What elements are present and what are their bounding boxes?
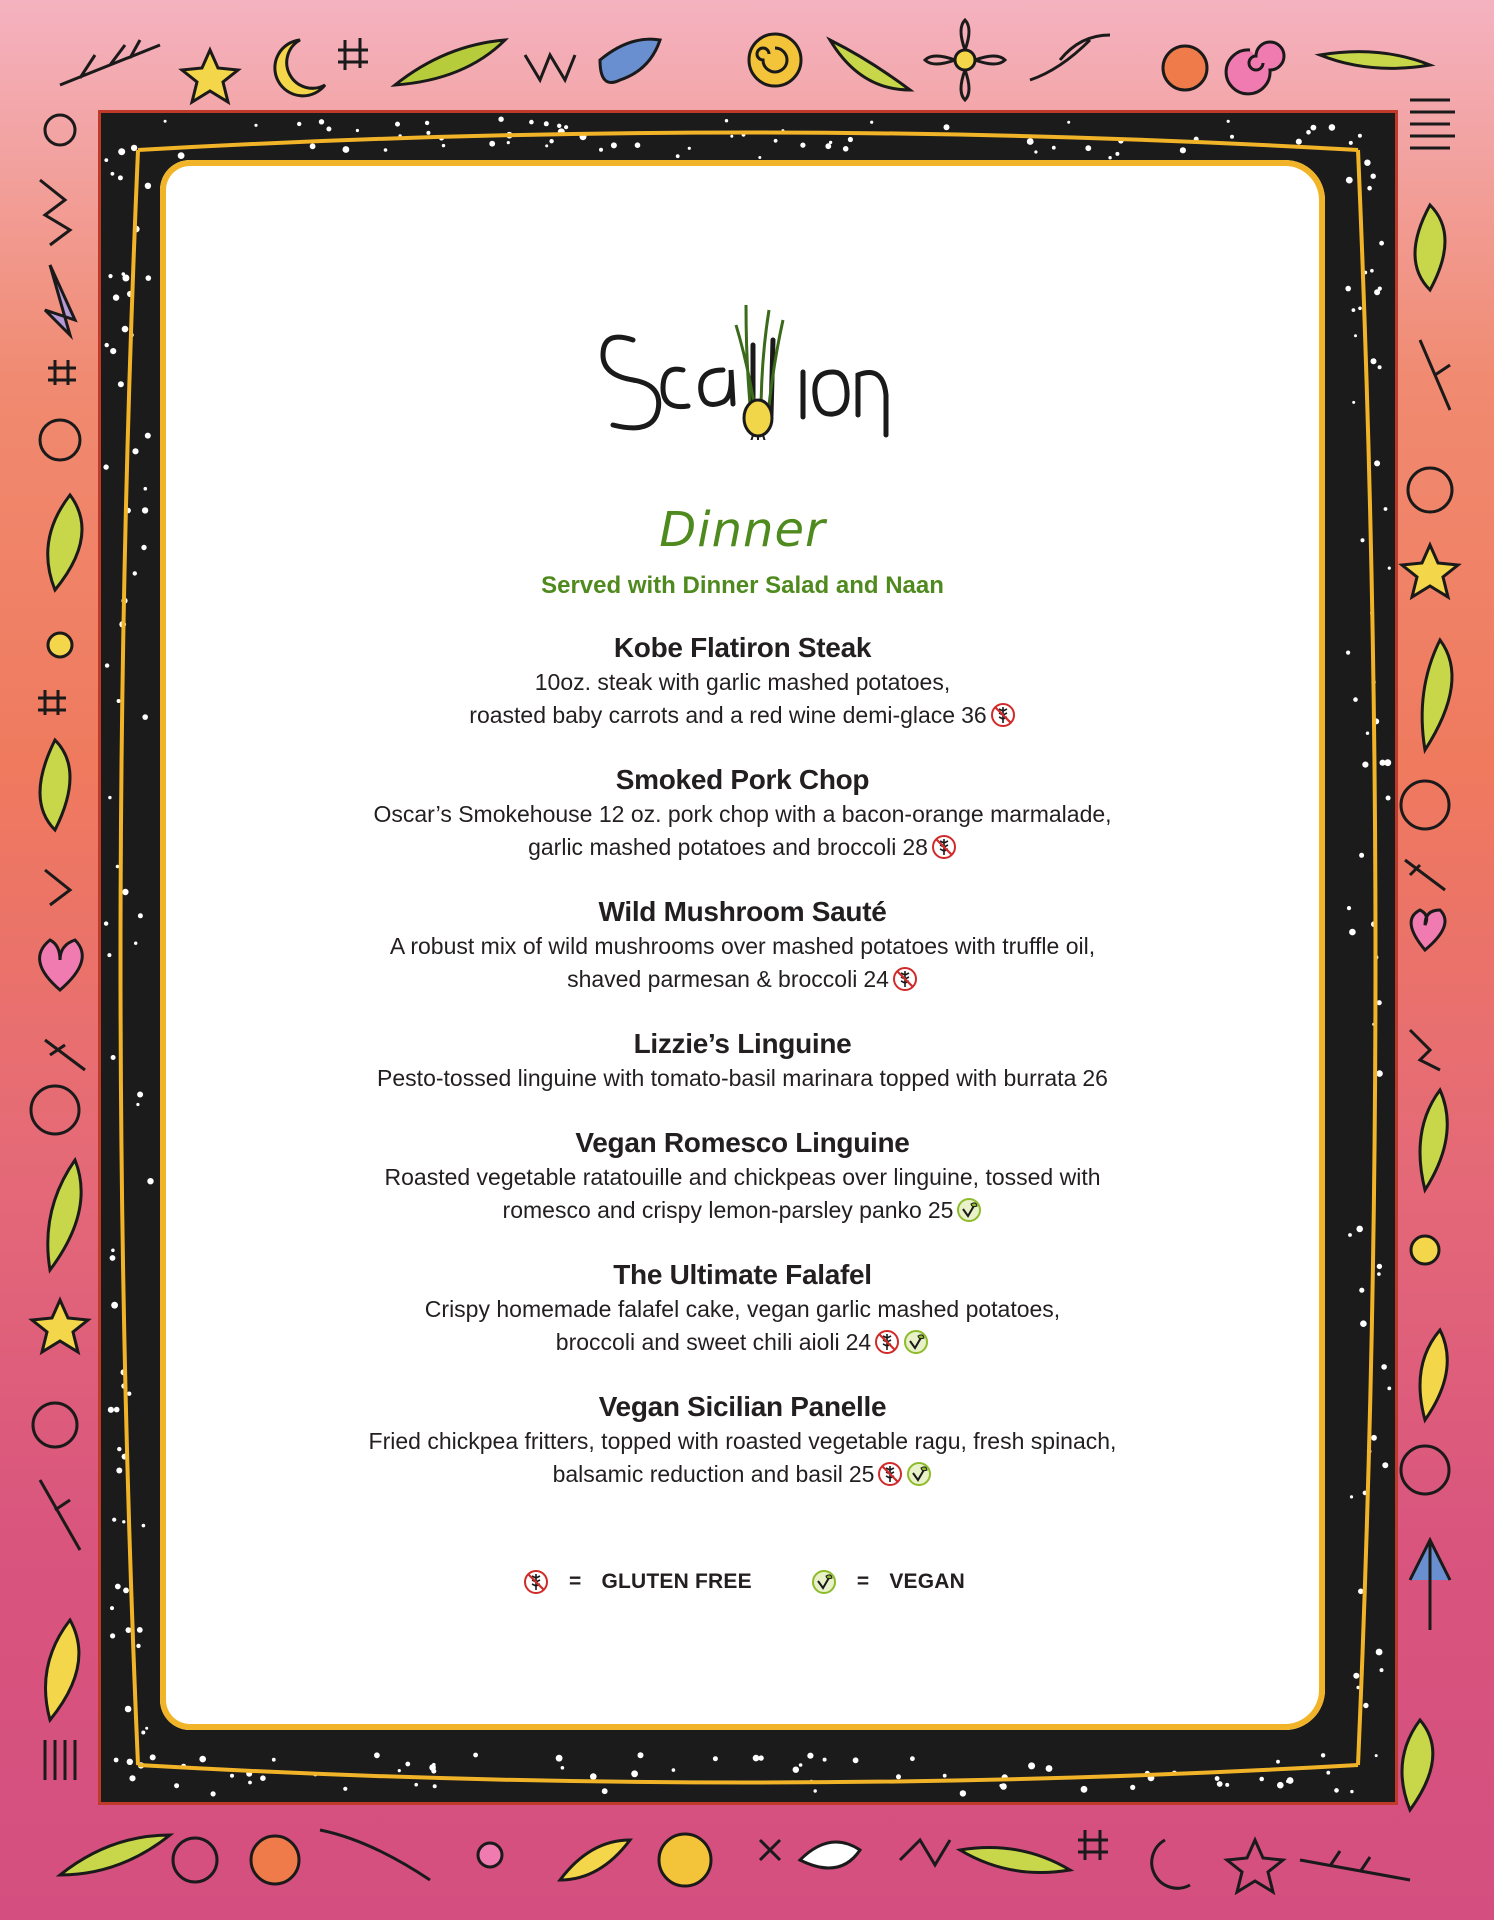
spiral-icon [31,1086,79,1134]
logo-text: Scallions [592,300,597,301]
flower-icon [478,1843,502,1867]
apple-icon [1163,46,1207,90]
moon-icon [275,40,325,96]
dish-price: 36 [961,702,987,728]
dish-description-line: roasted baby carrots and a red wine demi-glace [469,702,956,728]
spiral-icon [45,115,75,145]
dish-description-line: romesco and crispy lemon-parsley panko [502,1197,922,1223]
leaf-icon [1320,52,1430,69]
legend-equals: = [569,1570,582,1593]
gluten-free-icon [931,834,957,860]
dish-name: Smoked Pork Chop [615,764,870,795]
star-icon [182,50,238,102]
dish-name: The Ultimate Falafel [613,1259,872,1290]
vegan-icon [903,1329,929,1355]
hatch-icon [45,1040,85,1070]
spiral-icon [1408,468,1452,512]
scallion-doodle-icon [320,1830,430,1880]
hash-icon [48,360,76,385]
legend-vegan-label: VEGAN [889,1570,965,1593]
leaf-icon [395,40,505,85]
heart-icon [1411,910,1445,950]
zigzag-icon [45,870,70,905]
dish-description [160,930,1325,963]
dish-name: Vegan Romesco Linguine [575,1127,910,1158]
leaf-icon [46,1620,79,1720]
gluten-free-icon [523,1569,549,1595]
hash-icon [338,38,368,70]
leaf-icon [1422,640,1452,750]
leaf-icon [1420,1330,1447,1420]
dish-description-line: garlic mashed potatoes and broccoli [528,834,897,860]
star-icon [1402,545,1458,597]
gluten-free-icon [892,966,918,992]
dish-price: 25 [848,1461,875,1487]
legend-gluten-free-label: GLUTEN FREE [601,1570,752,1593]
leaf-icon [48,495,82,590]
spiral-icon [33,1403,77,1447]
dish-list [160,630,1325,1491]
dish-description [160,1062,1325,1095]
hash-icon [1078,1830,1108,1860]
branch-icon [40,1480,80,1550]
branch-icon [1420,340,1450,410]
dish-description [160,1161,1325,1194]
sun-icon [659,1834,711,1886]
dish-name: Wild Mushroom Sauté [598,896,887,927]
dish-description [160,666,1325,699]
dish-description-line: Oscar’s Smokehouse 12 oz. pork chop with a bacon-orange marmalade, [373,801,1112,827]
dish-description-line: Crispy homemade falafel cake, vegan garlic mashed potatoes, [424,1296,1061,1322]
dish-description-line: Fried chickpea fritters, topped with roasted vegetable ragu, fresh spinach, [368,1428,1117,1454]
zigzag-icon [900,1840,950,1865]
dish-description-line: Roasted vegetable ratatouille and chickpeas over linguine, tossed with [384,1164,1101,1190]
flower-icon [1411,1236,1439,1264]
flower-icon [955,50,975,70]
leaf-icon [40,740,70,830]
lines-icon [1410,100,1455,148]
dish-description [160,1293,1325,1326]
dish-description [160,699,1325,732]
dish-description-line: shaved parmesan & broccoli [567,966,858,992]
leaf-doodle-icon [60,40,160,85]
dish-description-line: broccoli and sweet chili aioli [555,1329,840,1355]
dish-description-line: Pesto-tossed linguine with tomato-basil marinara topped with burrata [377,1065,1077,1091]
leaf-icon [60,1835,170,1875]
dish-description [160,798,1325,831]
dish-description-line: A robust mix of wild mushrooms over mashed potatoes with truffle oil, [389,933,1096,959]
spiral-icon [40,420,80,460]
leaf-icon [1402,1720,1433,1810]
zigzag-icon [525,55,575,80]
hatch-icon [1405,860,1445,890]
leaf-icon [830,40,910,90]
leaf-icon [960,1848,1070,1873]
vegan-icon [956,1197,982,1223]
leaf-icon [560,1840,630,1880]
scallions-logo [593,300,893,440]
arrow-icon [45,265,75,335]
menu-item [160,1257,1325,1359]
bird-icon [800,1842,860,1868]
moon-icon [1152,1840,1190,1888]
spiral-icon [1226,42,1284,94]
dish-price: 24 [863,966,889,992]
flower-icon [48,633,72,657]
legend-equals: = [856,1570,870,1593]
dish-price: 24 [845,1329,872,1355]
leaf-icon [48,1160,81,1270]
star-icon [32,1300,88,1352]
dish-description [160,963,1325,996]
dish-price: 26 [1082,1065,1108,1091]
bird-icon [600,39,660,82]
rocket-icon [1410,1540,1450,1630]
menu-item [160,630,1325,732]
leaf-icon [1420,1090,1447,1190]
dish-name: Lizzie’s Linguine [633,1028,852,1059]
dish-description [160,1425,1325,1458]
apple-icon [251,1836,299,1884]
dish-price: 28 [902,834,928,860]
menu-item [160,1026,1325,1095]
vegan-icon [906,1461,932,1487]
sun-icon [749,34,801,86]
dish-description [160,1458,1325,1491]
scallion-doodle-icon [1030,35,1110,80]
dish-description [160,1326,1325,1359]
section-title: Dinner [659,502,826,558]
menu-item [160,1125,1325,1227]
heart-icon [40,940,83,990]
gluten-free-icon [874,1329,900,1355]
spiral-icon [1401,781,1449,829]
vegan-icon [811,1569,837,1595]
zigzag-icon [1410,1030,1440,1070]
menu-item [160,894,1325,996]
section-subtitle: Served with Dinner Salad and Naan [541,572,944,599]
dish-price: 25 [927,1197,954,1223]
lines-icon [45,1740,75,1780]
gluten-free-icon [877,1461,903,1487]
dish-description [160,1194,1325,1227]
dish-description-line: 10oz. steak with garlic mashed potatoes, [534,669,951,695]
leaf-icon [1415,205,1445,290]
dish-description [160,831,1325,864]
star-icon [1227,1840,1283,1892]
hash-icon [760,1840,780,1860]
dish-name: Kobe Flatiron Steak [613,632,872,663]
menu-item [160,1389,1325,1491]
hash-icon [38,690,66,715]
dish-description-line: balsamic reduction and basil [552,1461,843,1487]
dish-name: Vegan Sicilian Panelle [598,1391,887,1422]
spiral-icon [1401,1446,1449,1494]
menu-item [160,762,1325,864]
dietary-legend [160,1569,1325,1595]
menu-content [160,160,1325,1595]
spiral-icon [173,1838,217,1882]
gluten-free-icon [990,702,1016,728]
branch-icon [1300,1851,1410,1880]
zigzag-icon [40,180,70,245]
